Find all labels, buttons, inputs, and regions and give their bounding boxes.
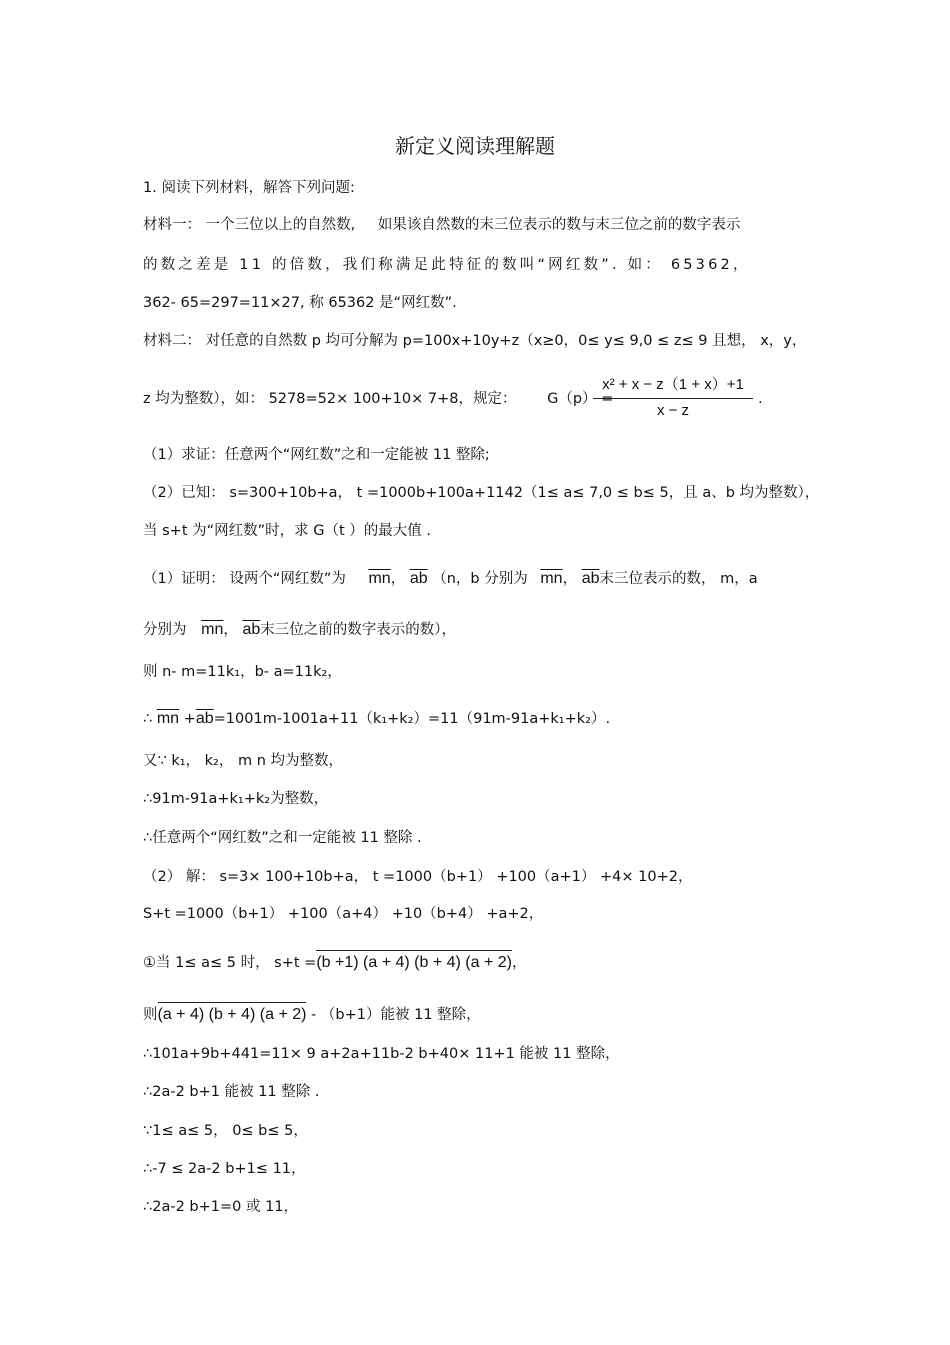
solution-line-1: （2） 解： s=3× 100+10b+a， t =1000（b+1） +100（a+1） +4× 10+2， — [143, 869, 693, 885]
proof-line-4: ∴ $\overline{mn} +\overline{ab}=1001m-1001a+11(k_1+k_2)=11(91m-91a+k_1+k_2)$. — [143, 710, 611, 727]
material-one-line-2: 的数之差是 11 的倍数，我们称满足此特征的数叫“网红数”. 如： 65362， — [143, 257, 751, 273]
overline-mn: $\overline{mn}$ — [368, 570, 391, 587]
overline-ab: $\overline{ab}$ — [409, 570, 428, 587]
material-one-text-b: 如果该自然数的末三位表示的数与末三位之前的数字表示 — [377, 217, 741, 233]
question-one: （1）求证：任意两个“网红数”之和一定能被 11 整除; — [143, 447, 490, 463]
overline-mn-4: $\overline{mn}$ — [156, 710, 180, 727]
overline-mn-2: $\overline{mn}$ — [540, 570, 563, 587]
material-two-text: z 均为整数），如： 5278=52× 100+10× 7+8，规定： — [143, 391, 517, 407]
material-one-line-3: 362- 65=297=11×27, 称 65362 是“网红数”. — [143, 295, 457, 311]
g-function-label: G（p） = — [547, 391, 614, 407]
then-text: 则 — [143, 1007, 158, 1023]
solution-line-3 — [143, 950, 526, 973]
material-one-line-1 — [143, 215, 740, 235]
proof-line-1: （1）证明： 设两个“网红数”为 $\overline{mn}$， $\overline{ab}$ （n，b 分别为 $\overline{mn}$， $\overline{ab}$末三位表示的数， m，a — [143, 570, 758, 587]
solution-line-4 — [143, 1002, 481, 1025]
overlined-number-2: (a + 4) (b + 4) (a + 2) — [158, 1002, 307, 1025]
fraction-period: . — [758, 391, 763, 407]
divisible-text: - （b+1）能被 11 整除， — [306, 1007, 481, 1023]
solution-line-8: ∴-7 ≤ 2a-2 b+1≤ 11， — [143, 1161, 306, 1177]
proof-line-3: 则 n- m=11k₁，b- a=11k₂， — [143, 664, 342, 680]
material-two-line-2 — [143, 389, 613, 409]
proof-line-5: 又∵ k₁， k₂， m n 均为整数， — [143, 753, 344, 769]
overline-ab-4: $\overline{ab}$ — [195, 710, 214, 727]
fraction-numerator: x² + x − z（1 + x）+1 — [593, 373, 753, 399]
solution-line-5: ∴101a+9b+441=11× 9 a+2a+11b-2 b+40× 11+1 能被 11 整除， — [143, 1046, 620, 1062]
fraction-denominator: x − z — [656, 402, 690, 419]
proof-equation: =1001m-1001a+11（k₁+k₂）=11（91m-91a+k₁+k₂）. — [213, 711, 611, 727]
material-two-line-1: 材料二： 对任意的自然数 p 均可分解为 p=100x+10y+z（x≥0，0≤ y≤ 9,0 ≤ z≤ 9 且想， x，y， — [143, 333, 807, 349]
proof-line-6: ∴91m-91a+k₁+k₂为整数， — [143, 791, 329, 807]
therefore-symbol: ∴ — [143, 711, 153, 727]
question-two-line-2: 当 s+t 为“网红数”时，求 G（t ）的最大值 . — [143, 523, 431, 539]
intro-line: 1. 阅读下列材料，解答下列问题: — [143, 180, 355, 196]
proof-tail: 末三位表示的数， m，a — [599, 571, 758, 587]
proof-suffix: 末三位之前的数字表示的数）， — [260, 622, 456, 638]
solution-line-6: ∴2a-2 b+1 能被 11 整除 . — [143, 1084, 320, 1100]
overline-mn-3: $\overline{mn}$ — [201, 621, 224, 638]
solution-line-9: ∴2a-2 b+1=0 或 11， — [143, 1199, 299, 1215]
material-one-text-a: 材料一： 一个三位以上的自然数, — [143, 217, 356, 233]
proof-paren: （n，b 分别为 — [432, 571, 528, 587]
case-one-text: ①当 1≤ a≤ 5 时， s+t = — [143, 955, 317, 971]
g-function-fraction — [593, 373, 753, 419]
overline-ab-2: $\overline{ab}$ — [581, 570, 600, 587]
overline-ab-3: $\overline{ab}$ — [242, 621, 261, 638]
solution-line-7: ∵1≤ a≤ 5， 0≤ b≤ 5， — [143, 1123, 308, 1139]
overlined-number-1: (b +1) (a + 4) (b + 4) (a + 2) — [316, 950, 512, 973]
case-one-comma: ， — [511, 955, 527, 971]
solution-line-2: S+t =1000（b+1） +100（a+4） +10（b+4） +a+2， — [143, 906, 544, 922]
proof-prefix: 分别为 — [143, 622, 187, 638]
question-two-line-1: （2）已知： s=300+10b+a， t =1000b+100a+1142（1≤ a≤ 7,0 ≤ b≤ 5，且 a、b 均为整数）， — [143, 485, 820, 501]
proof-line-2: 分别为 $\overline{mn}$， $\overline{ab}$末三位之前的数字表示的数）， — [143, 621, 456, 638]
proof-intro: （1）证明： 设两个“网红数”为 — [143, 571, 346, 587]
document-title: 新定义阅读理解题 — [395, 134, 555, 158]
proof-line-7: ∴任意两个“网红数”之和一定能被 11 整除 . — [143, 830, 422, 846]
